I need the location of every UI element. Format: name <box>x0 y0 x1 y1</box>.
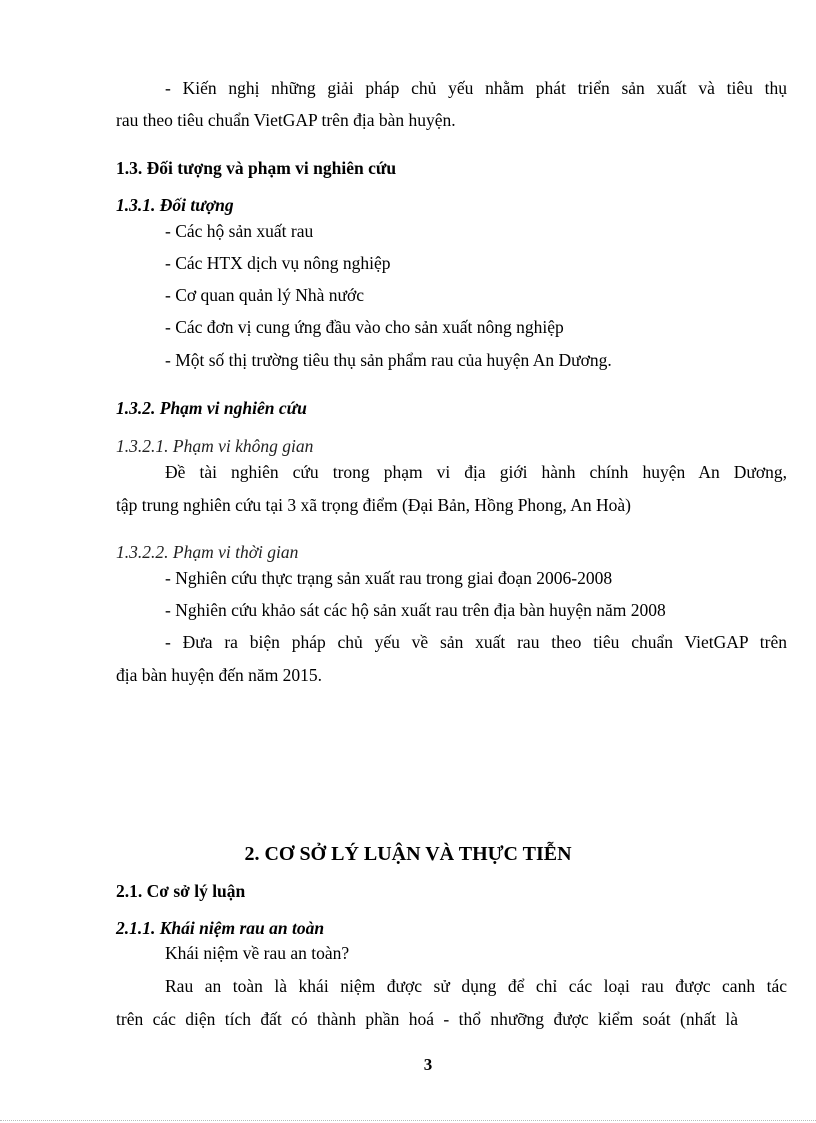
list-item: - Các hộ sản xuất rau <box>165 221 314 241</box>
paragraph-line-2: trên các diện tích đất có thành phần hoá - thổ nhưỡng được kiểm soát (nhất là <box>116 1009 738 1029</box>
section-1-3-1-heading: 1.3.1. Đối tượng <box>116 195 234 215</box>
chapter-title: 2. CƠ SỞ LÝ LUẬN VÀ THỰC TIỄN <box>244 843 572 865</box>
list-item-continuation: địa bàn huyện đến năm 2015. <box>116 665 323 685</box>
section-2-1-heading: 2.1. Cơ sở lý luận <box>116 881 246 901</box>
paragraph-line-1: Rau an toàn là khái niệm được sử dụng để chỉ các loại rau được canh tác <box>165 976 787 996</box>
list-item: - Nghiên cứu khảo sát các hộ sản xuất rau trên địa bàn huyện năm 2008 <box>165 600 666 620</box>
list-item: - Các HTX dịch vụ nông nghiệp <box>165 253 391 273</box>
list-item: - Cơ quan quản lý Nhà nước <box>165 285 365 305</box>
list-item: - Các đơn vị cung ứng đầu vào cho sản xuất nông nghiệp <box>165 317 564 337</box>
list-item: - Nghiên cứu thực trạng sản xuất rau trong giai đoạn 2006-2008 <box>165 568 613 588</box>
section-1-3-2-1-heading: 1.3.2.1. Phạm vi không gian <box>116 436 314 456</box>
section-2-1-1-heading: 2.1.1. Khái niệm rau an toàn <box>116 918 325 938</box>
section-1-3-2-2-heading: 1.3.2.2. Phạm vi thời gian <box>116 542 299 562</box>
intro-line-1: - Kiến nghị những giải pháp chủ yếu nhằm phát triển sản xuất và tiêu thụ <box>165 78 787 98</box>
section-1-3-heading: 1.3. Đối tượng và phạm vi nghiên cứu <box>116 158 397 178</box>
section-1-3-2-heading: 1.3.2. Phạm vi nghiên cứu <box>116 398 307 418</box>
page-number: 3 <box>423 1055 433 1074</box>
list-item: - Đưa ra biện pháp chủ yếu về sản xuất rau theo tiêu chuẩn VietGAP trên <box>165 632 787 652</box>
scope-space-line-1: Đề tài nghiên cứu trong phạm vi địa giới hành chính huyện An Dương, <box>165 462 787 482</box>
list-item: - Một số thị trường tiêu thụ sản phẩm rau của huyện An Dương. <box>165 350 612 370</box>
scope-space-line-2: tập trung nghiên cứu tại 3 xã trọng điểm (Đại Bản, Hồng Phong, An Hoà) <box>116 495 631 515</box>
intro-line-2: rau theo tiêu chuẩn VietGAP trên địa bàn huyện. <box>116 110 456 130</box>
question-line: Khái niệm về rau an toàn? <box>165 943 350 963</box>
page-bottom-divider <box>0 1120 816 1121</box>
